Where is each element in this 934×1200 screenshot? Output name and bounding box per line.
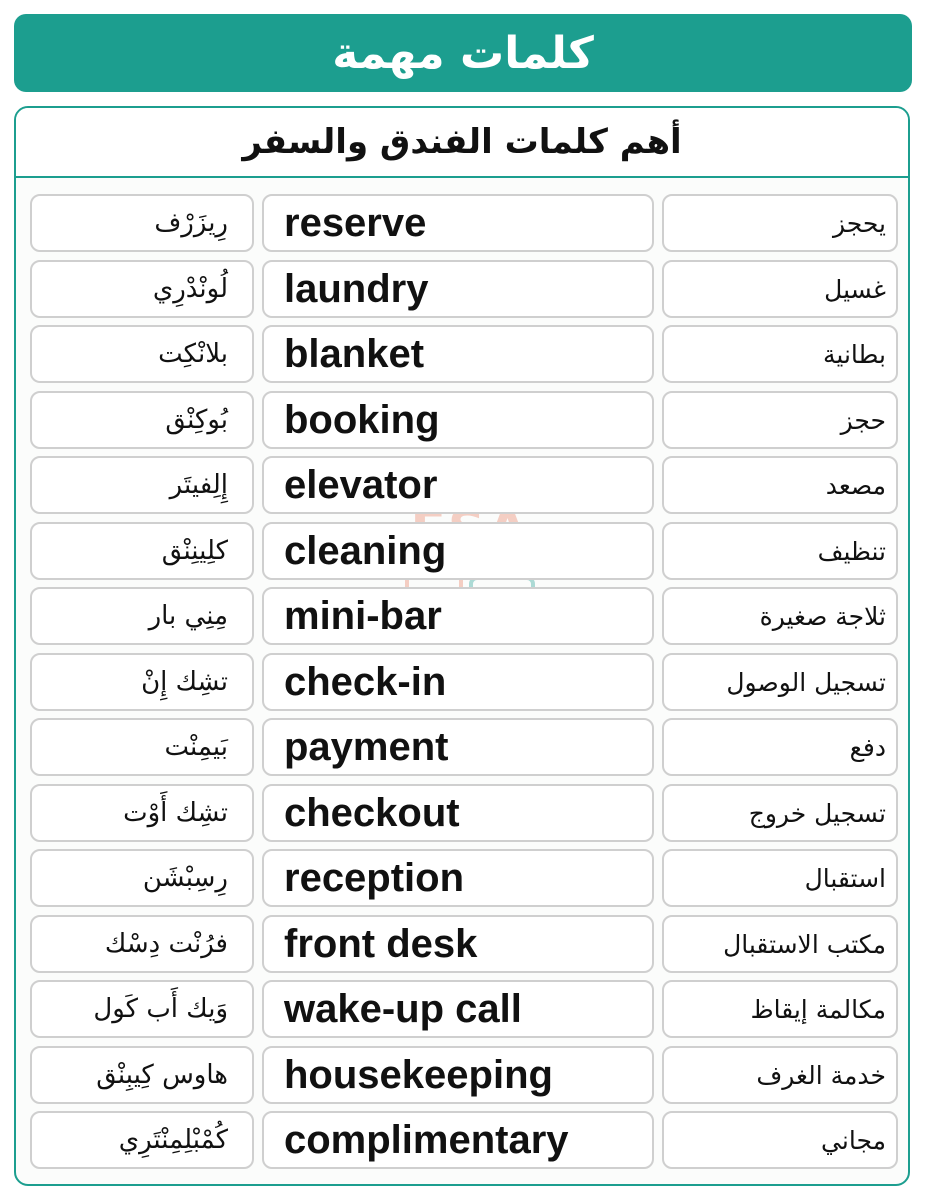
arabic-meaning: تسجيل خروج [748, 798, 886, 828]
table-row [0, 915, 934, 973]
arabic-meaning-cell [662, 391, 898, 449]
arabic-meaning: ثلاجة صغيرة [759, 601, 886, 631]
arabic-meaning: تنظيف [817, 536, 886, 566]
table-row [0, 260, 934, 318]
english-word: reserve [284, 200, 427, 245]
table-row [0, 194, 934, 252]
arabic-meaning-cell [662, 784, 898, 842]
pronunciation-cell [30, 587, 254, 645]
pronunciation-text: رِيزَرْف [154, 208, 228, 238]
english-word-cell [262, 784, 654, 842]
subtitle-box [16, 108, 908, 178]
table-row [0, 784, 934, 842]
table-row [0, 718, 934, 776]
table-row [0, 391, 934, 449]
table-row [0, 522, 934, 580]
table-row [0, 1111, 934, 1169]
pronunciation-cell [30, 1046, 254, 1104]
subtitle: أهم كلمات الفندق والسفر [242, 122, 682, 162]
arabic-meaning: بطانية [823, 339, 886, 369]
english-word: housekeeping [284, 1052, 553, 1097]
pronunciation-cell [30, 980, 254, 1038]
arabic-meaning: يحجز [832, 208, 886, 238]
table-row [0, 980, 934, 1038]
pronunciation-cell [30, 849, 254, 907]
english-word-cell [262, 718, 654, 776]
english-word-cell [262, 194, 654, 252]
english-word-cell [262, 653, 654, 711]
english-word-cell [262, 456, 654, 514]
pronunciation-text: تشِك إِنْ [141, 667, 228, 697]
arabic-meaning-cell [662, 980, 898, 1038]
arabic-meaning-cell [662, 522, 898, 580]
english-word: payment [284, 724, 449, 769]
arabic-meaning-cell [662, 718, 898, 776]
arabic-meaning: غسيل [824, 274, 886, 304]
english-word: complimentary [284, 1117, 569, 1162]
english-word-cell [262, 325, 654, 383]
arabic-meaning-cell [662, 587, 898, 645]
arabic-meaning: مكالمة إيقاظ [750, 994, 886, 1024]
english-word-cell [262, 915, 654, 973]
arabic-meaning: حجز [840, 405, 886, 435]
arabic-meaning-cell [662, 1046, 898, 1104]
english-word-cell [262, 1046, 654, 1104]
arabic-meaning: خدمة الغرف [756, 1060, 886, 1090]
pronunciation-cell [30, 653, 254, 711]
english-word: blanket [284, 331, 425, 376]
pronunciation-text: كُمْبْلِمِنْتَرِي [118, 1125, 228, 1155]
pronunciation-cell [30, 456, 254, 514]
english-word: elevator [284, 462, 438, 507]
arabic-meaning: تسجيل الوصول [726, 667, 886, 697]
arabic-meaning-cell [662, 260, 898, 318]
arabic-meaning: مجاني [821, 1125, 886, 1155]
english-word-cell [262, 522, 654, 580]
english-word: wake-up call [284, 986, 522, 1031]
english-word: check-in [284, 659, 447, 704]
english-word-cell [262, 260, 654, 318]
header-banner [14, 14, 912, 92]
english-word: booking [284, 397, 440, 442]
page-title: كلمات مهمة [332, 27, 594, 79]
english-word-cell [262, 587, 654, 645]
english-word-cell [262, 849, 654, 907]
table-row [0, 849, 934, 907]
pronunciation-text: بُوكِنْق [165, 405, 228, 435]
pronunciation-text: بلانْكِت [158, 339, 228, 369]
pronunciation-text: لُونْدْرِي [152, 274, 228, 304]
english-word: checkout [284, 790, 460, 835]
pronunciation-cell [30, 718, 254, 776]
arabic-meaning-cell [662, 456, 898, 514]
arabic-meaning-cell [662, 915, 898, 973]
table-row [0, 653, 934, 711]
arabic-meaning-cell [662, 1111, 898, 1169]
pronunciation-cell [30, 260, 254, 318]
arabic-meaning-cell [662, 849, 898, 907]
english-word: laundry [284, 266, 429, 311]
pronunciation-text: كلِينِنْق [161, 536, 228, 566]
english-word: mini-bar [284, 593, 442, 638]
pronunciation-text: فرُنْت دِسْك [104, 929, 228, 959]
pronunciation-cell [30, 391, 254, 449]
arabic-meaning: استقبال [804, 863, 886, 893]
english-word: reception [284, 855, 465, 900]
pronunciation-cell [30, 915, 254, 973]
pronunciation-cell [30, 522, 254, 580]
pronunciation-cell [30, 784, 254, 842]
english-word-cell [262, 1111, 654, 1169]
pronunciation-text: إِلِفيتَر [169, 470, 228, 500]
english-word-cell [262, 391, 654, 449]
arabic-meaning: دفع [849, 732, 886, 762]
english-word-cell [262, 980, 654, 1038]
table-row [0, 1046, 934, 1104]
english-word: cleaning [284, 528, 447, 573]
pronunciation-text: رِسِبْشَن [142, 863, 228, 893]
pronunciation-cell [30, 325, 254, 383]
arabic-meaning-cell [662, 194, 898, 252]
arabic-meaning: مكتب الاستقبال [723, 929, 886, 959]
arabic-meaning: مصعد [825, 470, 886, 500]
english-word: front desk [284, 921, 478, 966]
pronunciation-text: وَيك أَب كَول [93, 994, 228, 1024]
pronunciation-text: بَيمِنْت [164, 732, 228, 762]
table-row [0, 456, 934, 514]
pronunciation-cell [30, 1111, 254, 1169]
arabic-meaning-cell [662, 653, 898, 711]
pronunciation-text: تشِك أَوْت [123, 798, 228, 828]
table-row [0, 587, 934, 645]
arabic-meaning-cell [662, 325, 898, 383]
table-row [0, 325, 934, 383]
pronunciation-text: هاوس كِيبِنْق [96, 1060, 228, 1090]
pronunciation-text: مِنِي بار [148, 601, 228, 631]
pronunciation-cell [30, 194, 254, 252]
